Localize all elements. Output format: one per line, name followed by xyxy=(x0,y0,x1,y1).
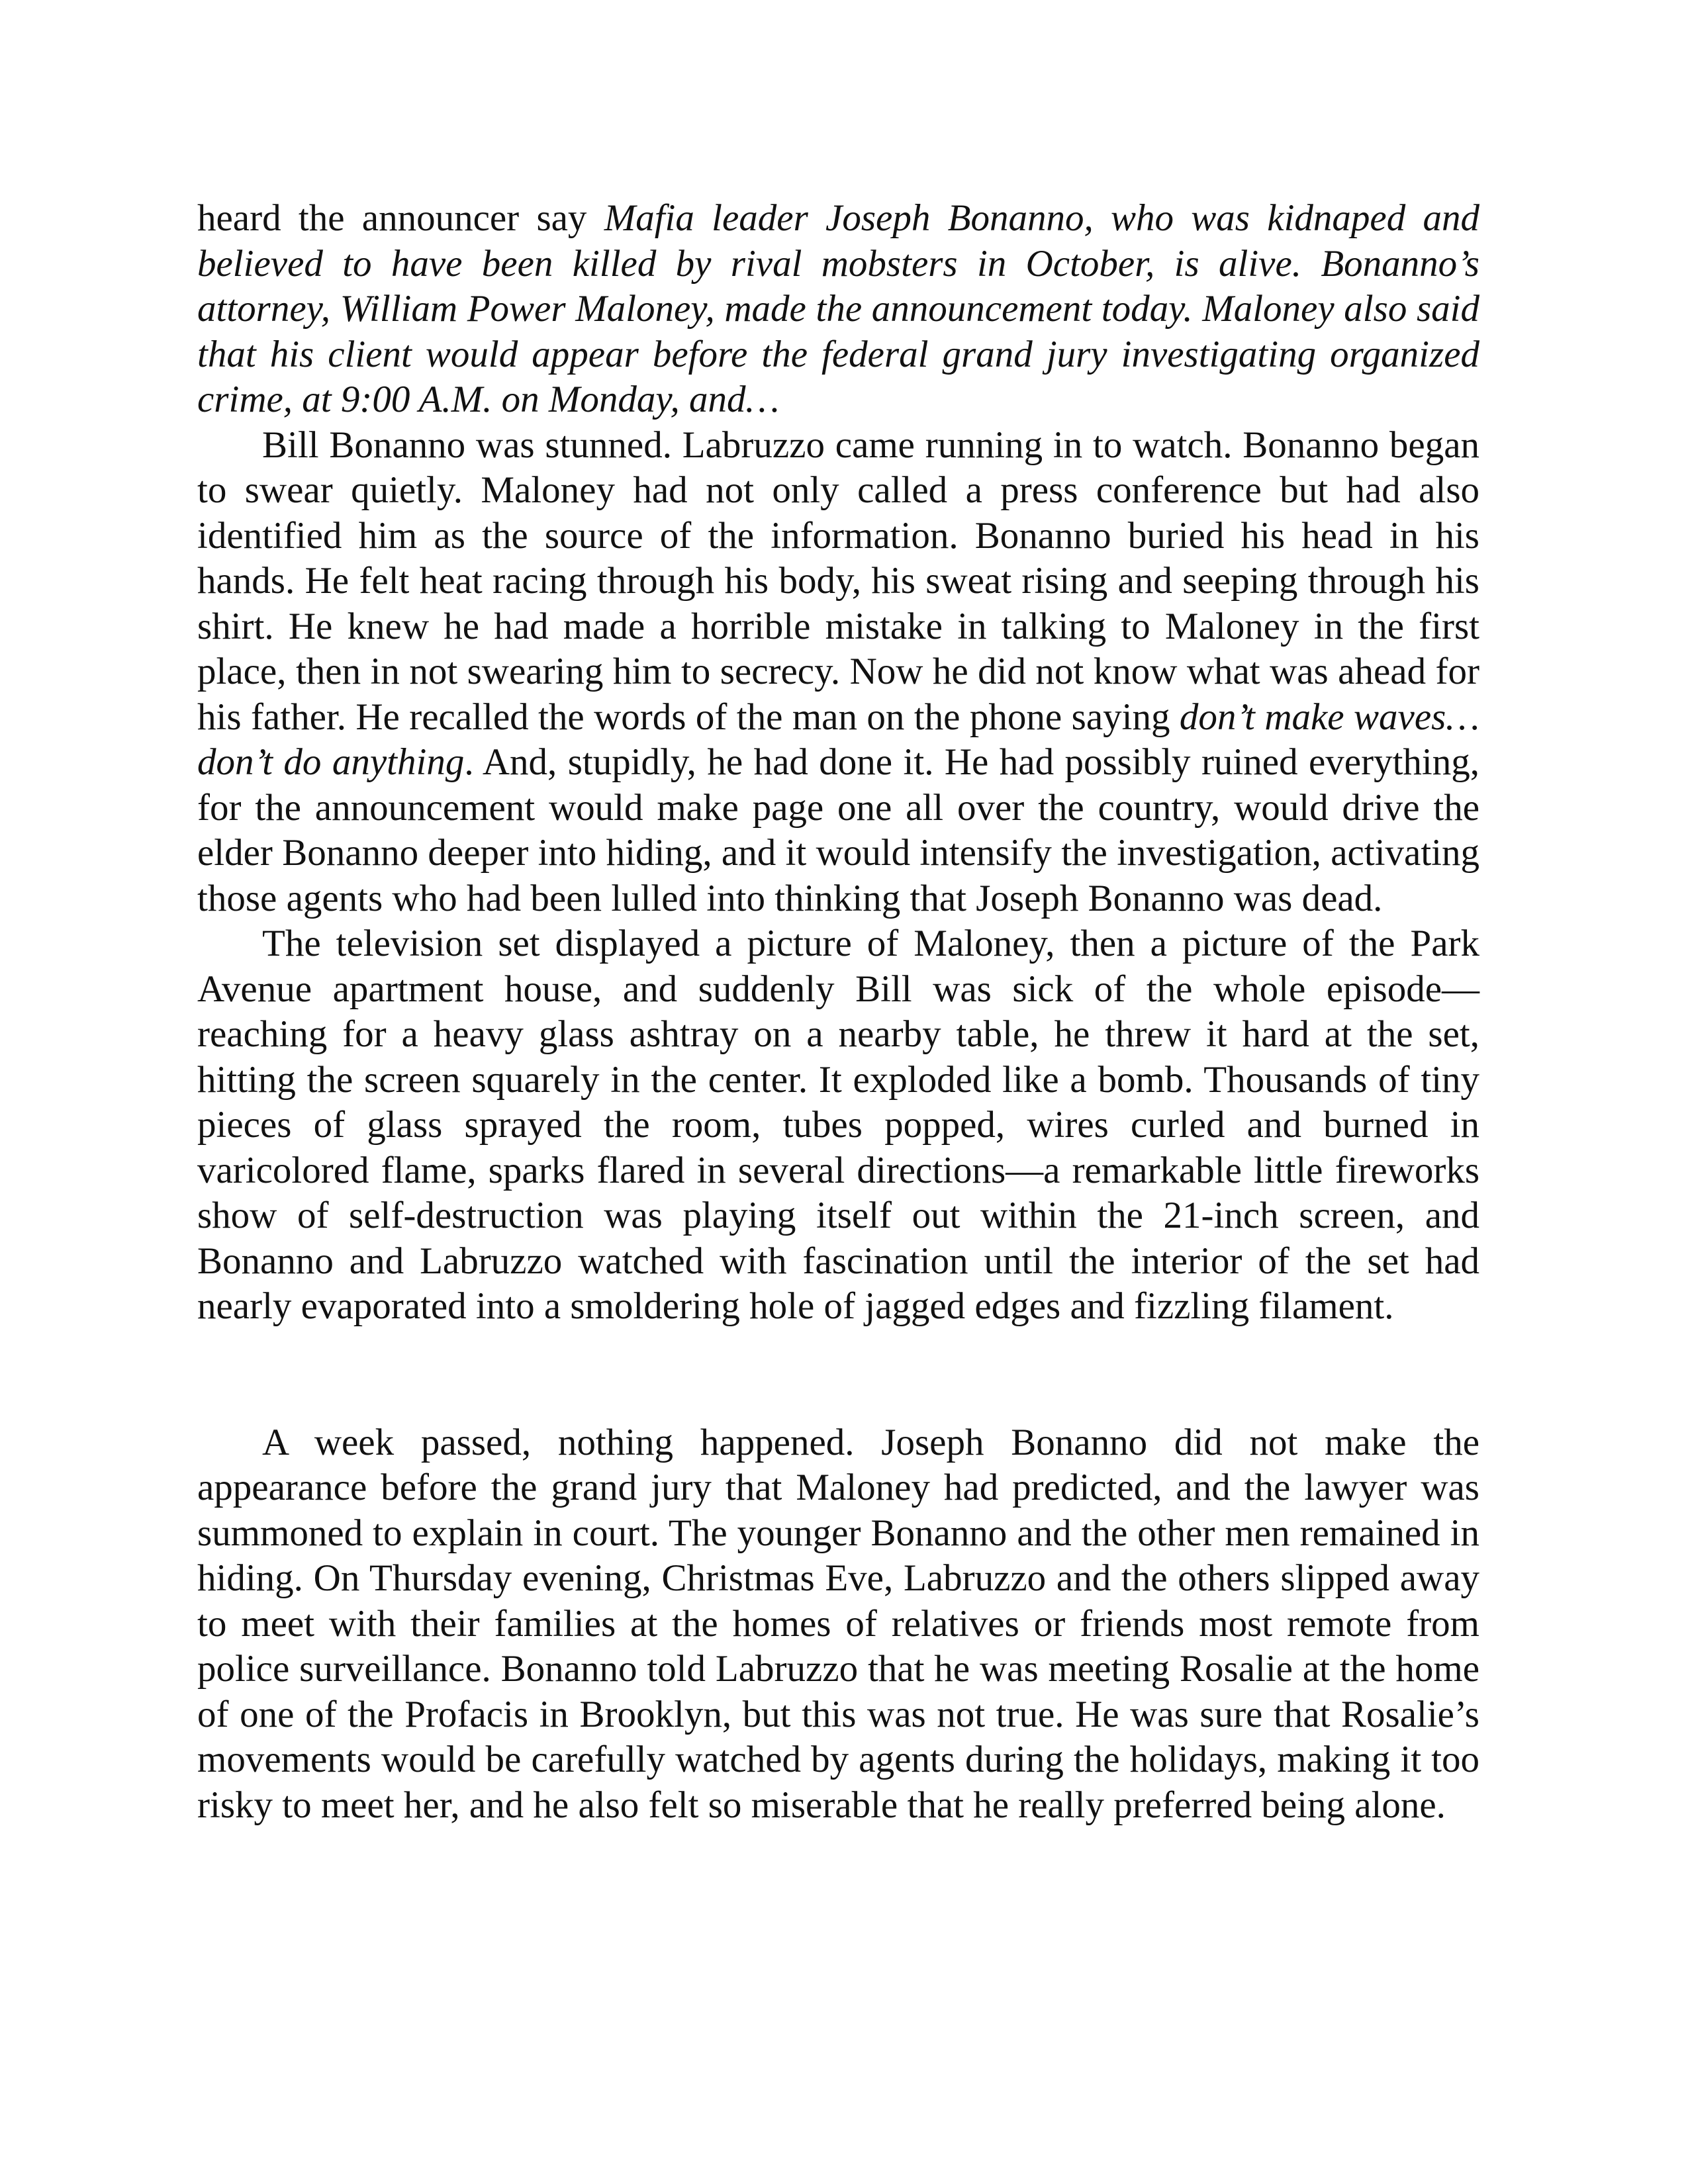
paragraph-1-text: heard the announcer say xyxy=(197,197,604,239)
paragraph-4-text: A week passed, nothing happened. Joseph Bonanno did not make the appearance before the grand jury that Maloney had predicted, and the lawyer was summoned to explain in court. The younger Bonanno and the other men remained in hiding. On Thursday evening, Christmas Eve, Labruzzo and the others slipped away to meet with their families at the homes of relatives or friends most remote from police surveillance. Bonanno told Labruzzo that he was meeting Rosalie at the home of one of the Profacis in Brooklyn, but this was not true. He was sure that Rosalie’s movements would be carefully watched by agents during the holidays, making it too risky to meet her, and he also felt so miserable that he really preferred being alone. xyxy=(197,1421,1479,1826)
paragraph-2-text-a: Bill Bonanno was stunned. Labruzzo came running in to watch. Bonanno began to swear quietly. Maloney had not only called a press conference but had also identified him as the source of the information. Bonanno buried his head in his hands. He felt heat racing through his body, his sweat rising and seeping through his shirt. He knew he had made a horrible mistake in talking to Maloney in the first place, then in not swearing him to secrecy. Now he did not know what was ahead for his father. He recalled the words of the man on the phone saying xyxy=(197,424,1479,738)
paragraph-1-italic-quote: Mafia leader Joseph Bonanno, who was kidnaped and believed to have been killed by rival mobsters in October, is alive. Bonanno’s attorney, William Power Maloney, made the announcement today. Maloney also said that his client would appear before the federal grand jury investigating organized crime, at 9:00 A.M. on Monday, and… xyxy=(197,197,1479,420)
paragraph-2-italic-quote: don’t make waves…don’t do anything xyxy=(197,696,1479,783)
paragraph-3 xyxy=(197,921,1479,1330)
paragraph-2 xyxy=(197,423,1479,922)
paragraph-3-text: The television set displayed a picture of Maloney, then a picture of the Park Avenue apartment house, and suddenly Bill was sick of the whole episode—reaching for a heavy glass ashtray on a nearby table, he threw it hard at the set, hitting the screen squarely in the center. It exploded like a bomb. Thousands of tiny pieces of glass sprayed the room, tubes popped, wires curled and burned in varicolored flame, sparks flared in several directions—a remarkable little fireworks show of self-destruction was playing itself out within the 21-inch screen, and Bonanno and Labruzzo watched with fascination until the interior of the set had nearly evaporated into a smoldering hole of jagged edges and fizzling filament. xyxy=(197,923,1479,1327)
document-page xyxy=(197,196,1479,1828)
section-break xyxy=(197,1330,1479,1420)
paragraph-4 xyxy=(197,1420,1479,1829)
paragraph-1 xyxy=(197,196,1479,423)
paragraph-2-text-b: . And, stupidly, he had done it. He had possibly ruined everything, for the announcement would make page one all over the country, would drive the elder Bonanno deeper into hiding, and it would intensify the investigation, activating those agents who had been lulled into thinking that Joseph Bonanno was dead. xyxy=(197,741,1479,919)
